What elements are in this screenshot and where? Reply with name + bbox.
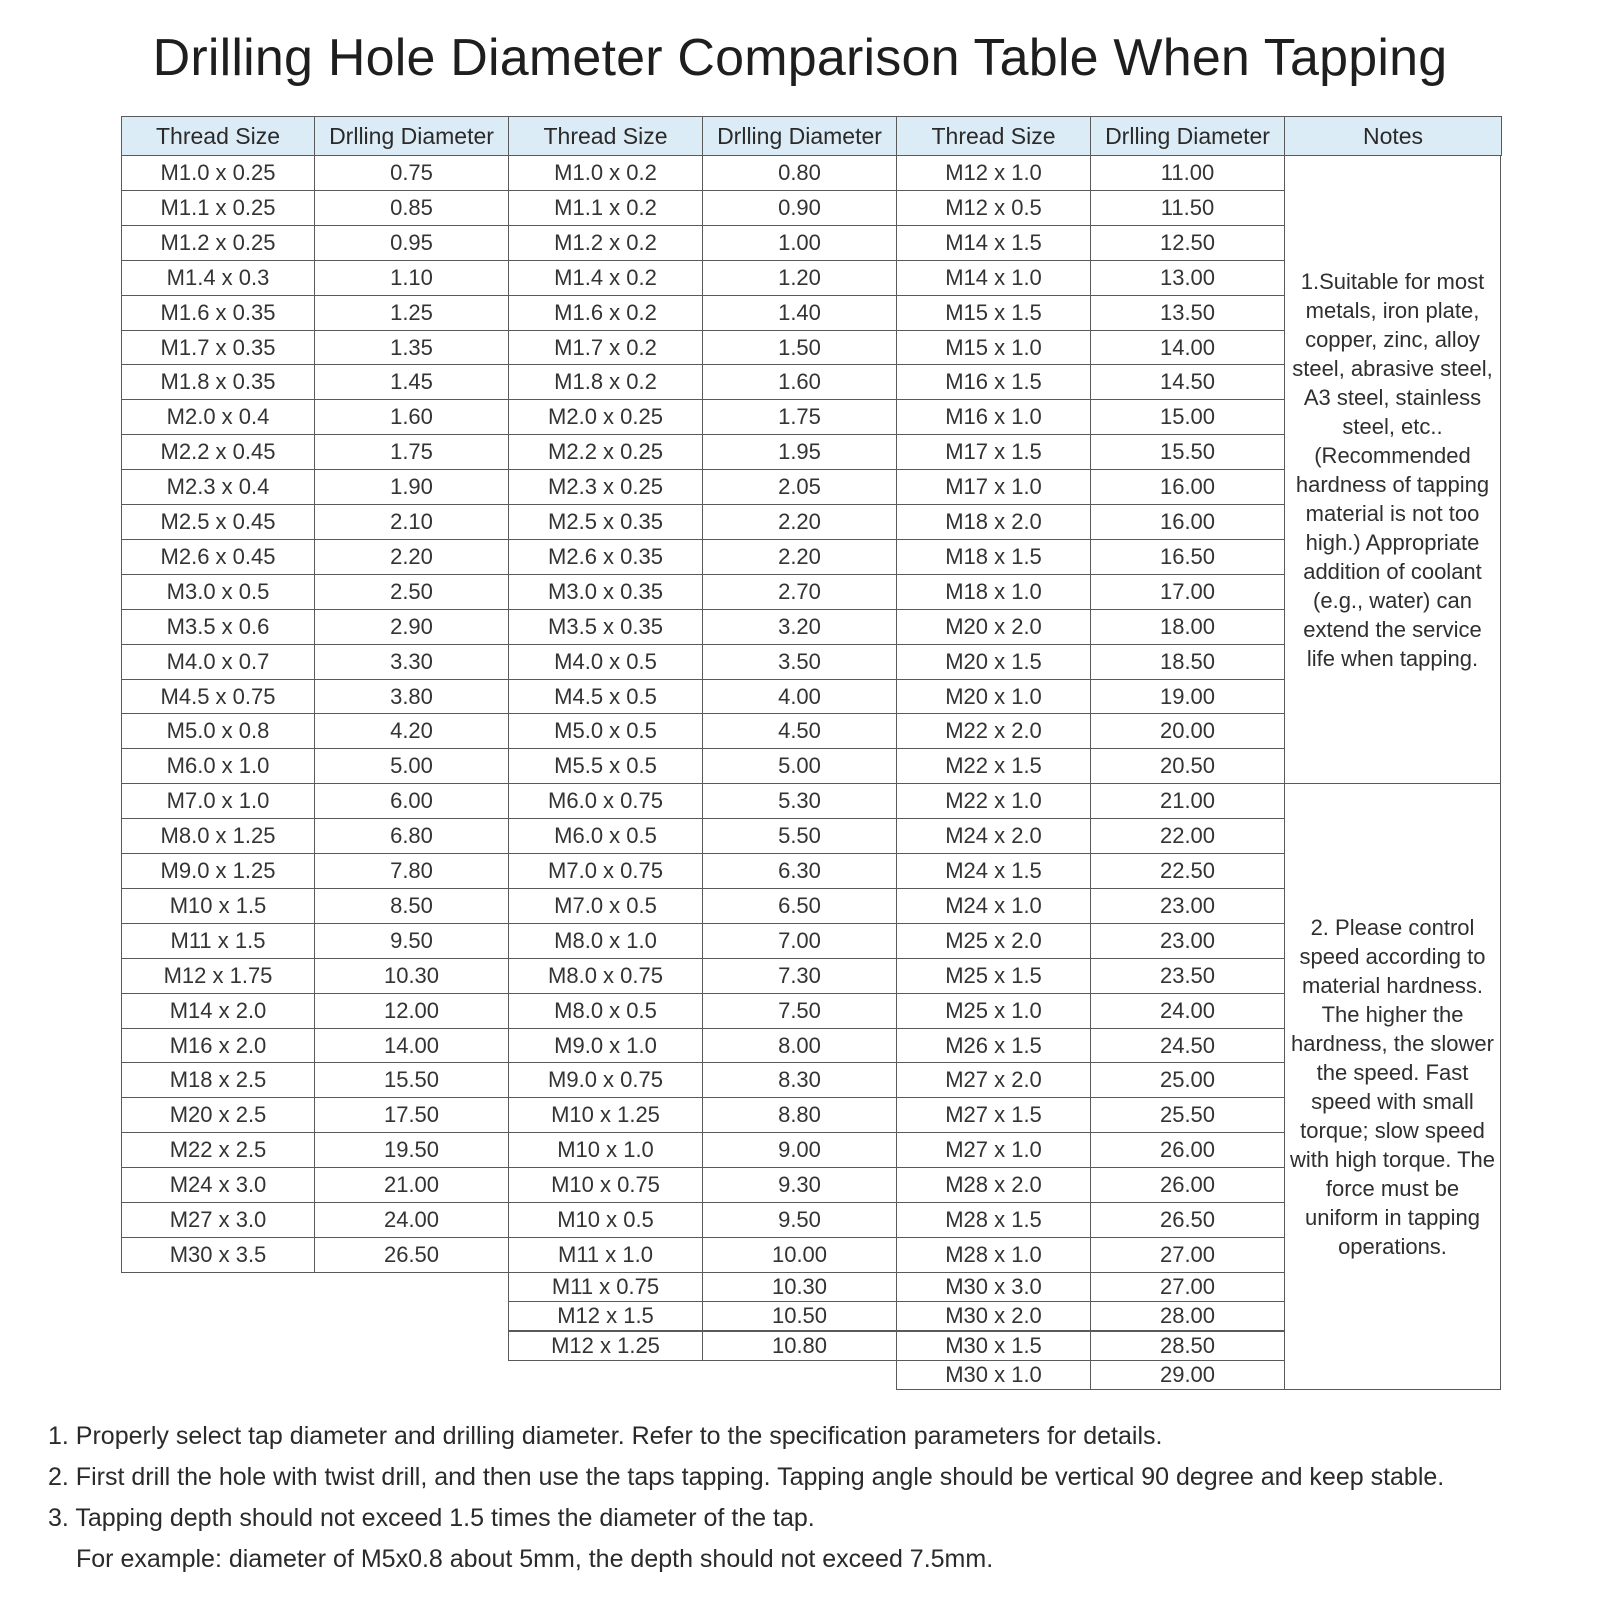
- thread-size-cell: M11 x 1.5: [121, 923, 315, 959]
- thread-size-cell: M3.0 x 0.35: [508, 574, 703, 610]
- thread-size-cell: M11 x 0.75: [508, 1272, 703, 1302]
- thread-size-cell: M25 x 1.0: [896, 993, 1091, 1029]
- thread-size-cell: M28 x 1.0: [896, 1237, 1091, 1273]
- column-header: Thread Size: [508, 116, 703, 156]
- drill-diameter-cell: 7.50: [702, 993, 897, 1029]
- drill-diameter-cell: 23.00: [1090, 888, 1285, 924]
- thread-size-cell: M2.0 x 0.4: [121, 399, 315, 435]
- drill-diameter-cell: 10.30: [702, 1272, 897, 1302]
- drill-diameter-cell: 1.00: [702, 225, 897, 261]
- column-header: Drlling Diameter: [314, 116, 509, 156]
- note-2: 2. Please control speed according to material hardness. The higher the hardness, the slower the speed. Fast speed with small torque; slow speed with high torque. The force must be uniform in tapping operations.: [1284, 783, 1501, 1390]
- thread-size-cell: M1.2 x 0.25: [121, 225, 315, 261]
- thread-size-cell: M20 x 2.5: [121, 1097, 315, 1133]
- drill-diameter-cell: 14.00: [1090, 330, 1285, 366]
- drill-diameter-cell: 9.30: [702, 1167, 897, 1203]
- thread-size-cell: M20 x 1.0: [896, 679, 1091, 715]
- drill-diameter-cell: 4.50: [702, 713, 897, 749]
- instruction-example: For example: diameter of M5x0.8 about 5mm, the depth should not exceed 7.5mm.: [76, 1545, 994, 1573]
- drill-diameter-cell: 10.80: [702, 1331, 897, 1361]
- drill-diameter-cell: 1.20: [702, 260, 897, 296]
- drill-diameter-cell: 1.60: [702, 364, 897, 400]
- drill-diameter-cell: 4.00: [702, 679, 897, 715]
- drill-diameter-cell: 23.50: [1090, 958, 1285, 994]
- drill-diameter-cell: 11.50: [1090, 190, 1285, 226]
- thread-size-cell: M1.7 x 0.2: [508, 330, 703, 366]
- thread-size-cell: M2.3 x 0.4: [121, 469, 315, 505]
- thread-size-cell: M8.0 x 0.5: [508, 993, 703, 1029]
- thread-size-cell: M22 x 2.5: [121, 1132, 315, 1168]
- column-header: Notes: [1284, 116, 1502, 156]
- drill-diameter-cell: 6.00: [314, 783, 509, 819]
- drill-diameter-cell: 29.00: [1090, 1360, 1285, 1390]
- thread-size-cell: M22 x 1.0: [896, 783, 1091, 819]
- thread-size-cell: M2.6 x 0.45: [121, 539, 315, 575]
- thread-size-cell: M2.6 x 0.35: [508, 539, 703, 575]
- thread-size-cell: M2.0 x 0.25: [508, 399, 703, 435]
- thread-size-cell: M2.3 x 0.25: [508, 469, 703, 505]
- thread-size-cell: M7.0 x 0.5: [508, 888, 703, 924]
- thread-size-cell: M22 x 2.0: [896, 713, 1091, 749]
- drill-diameter-cell: 2.10: [314, 504, 509, 540]
- thread-size-cell: M1.6 x 0.35: [121, 295, 315, 331]
- drill-diameter-cell: 5.30: [702, 783, 897, 819]
- thread-size-cell: M20 x 1.5: [896, 644, 1091, 680]
- thread-size-cell: M26 x 1.5: [896, 1028, 1091, 1064]
- drill-diameter-cell: 25.50: [1090, 1097, 1285, 1133]
- thread-size-cell: M9.0 x 1.25: [121, 853, 315, 889]
- thread-size-cell: M8.0 x 1.25: [121, 818, 315, 854]
- drill-diameter-cell: 10.30: [314, 958, 509, 994]
- thread-size-cell: M3.0 x 0.5: [121, 574, 315, 610]
- thread-size-cell: M14 x 2.0: [121, 993, 315, 1029]
- drill-diameter-cell: 7.30: [702, 958, 897, 994]
- thread-size-cell: M14 x 1.0: [896, 260, 1091, 296]
- thread-size-cell: M1.0 x 0.25: [121, 155, 315, 191]
- drill-diameter-cell: 6.80: [314, 818, 509, 854]
- thread-size-cell: M24 x 1.0: [896, 888, 1091, 924]
- drill-diameter-cell: 16.50: [1090, 539, 1285, 575]
- thread-size-cell: M2.5 x 0.45: [121, 504, 315, 540]
- thread-size-cell: M1.0 x 0.2: [508, 155, 703, 191]
- footer-instructions: [48, 1416, 1444, 1580]
- drill-diameter-cell: 22.50: [1090, 853, 1285, 889]
- drill-diameter-cell: 13.50: [1090, 295, 1285, 331]
- drill-diameter-cell: 1.75: [702, 399, 897, 435]
- drill-diameter-cell: 7.00: [702, 923, 897, 959]
- thread-size-cell: M12 x 0.5: [896, 190, 1091, 226]
- drill-diameter-cell: 19.00: [1090, 679, 1285, 715]
- thread-size-cell: M4.0 x 0.5: [508, 644, 703, 680]
- thread-size-cell: M27 x 2.0: [896, 1062, 1091, 1098]
- thread-size-cell: M5.5 x 0.5: [508, 748, 703, 784]
- thread-size-cell: M18 x 2.5: [121, 1062, 315, 1098]
- instruction-3: 3. Tapping depth should not exceed 1.5 times the diameter of the tap.: [48, 1504, 815, 1532]
- thread-size-cell: M4.5 x 0.5: [508, 679, 703, 715]
- thread-size-cell: M30 x 3.0: [896, 1272, 1091, 1302]
- drill-diameter-cell: 16.00: [1090, 504, 1285, 540]
- thread-size-cell: M2.2 x 0.25: [508, 434, 703, 470]
- thread-size-cell: M5.0 x 0.5: [508, 713, 703, 749]
- drill-diameter-cell: 1.50: [702, 330, 897, 366]
- drill-diameter-cell: 17.00: [1090, 574, 1285, 610]
- thread-size-cell: M16 x 1.5: [896, 364, 1091, 400]
- thread-size-cell: M18 x 1.5: [896, 539, 1091, 575]
- drill-diameter-cell: 8.30: [702, 1062, 897, 1098]
- thread-size-cell: M30 x 1.0: [896, 1360, 1091, 1390]
- drill-diameter-cell: 0.80: [702, 155, 897, 191]
- drill-diameter-cell: 10.50: [702, 1301, 897, 1331]
- thread-size-cell: M7.0 x 1.0: [121, 783, 315, 819]
- drill-diameter-cell: 19.50: [314, 1132, 509, 1168]
- drill-diameter-cell: 23.00: [1090, 923, 1285, 959]
- thread-size-cell: M7.0 x 0.75: [508, 853, 703, 889]
- drill-diameter-cell: 24.50: [1090, 1028, 1285, 1064]
- thread-size-cell: M30 x 1.5: [896, 1331, 1091, 1361]
- drill-diameter-cell: 12.00: [314, 993, 509, 1029]
- drill-diameter-cell: 9.00: [702, 1132, 897, 1168]
- note-1: 1.Suitable for most metals, iron plate, copper, zinc, alloy steel, abrasive steel, A3 steel, stainless steel, etc..(Recommended hardness of tapping material is not too high.) Appropriate addition of coolant (e.g., water) can extend the service life when tapping.: [1284, 155, 1501, 784]
- thread-size-cell: M27 x 1.0: [896, 1132, 1091, 1168]
- drill-diameter-cell: 4.20: [314, 713, 509, 749]
- thread-size-cell: M28 x 2.0: [896, 1167, 1091, 1203]
- column-header: Drlling Diameter: [1090, 116, 1285, 156]
- thread-size-cell: M10 x 1.5: [121, 888, 315, 924]
- thread-size-cell: M6.0 x 0.75: [508, 783, 703, 819]
- drill-diameter-cell: 11.00: [1090, 155, 1285, 191]
- thread-size-cell: M16 x 2.0: [121, 1028, 315, 1064]
- drill-diameter-cell: 2.50: [314, 574, 509, 610]
- drill-diameter-cell: 22.00: [1090, 818, 1285, 854]
- thread-size-cell: M6.0 x 1.0: [121, 748, 315, 784]
- drill-diameter-cell: 2.20: [702, 504, 897, 540]
- drill-diameter-cell: 8.00: [702, 1028, 897, 1064]
- drill-diameter-cell: 26.50: [314, 1237, 509, 1273]
- thread-size-cell: M18 x 2.0: [896, 504, 1091, 540]
- drill-diameter-cell: 1.10: [314, 260, 509, 296]
- thread-size-cell: M12 x 1.75: [121, 958, 315, 994]
- drill-diameter-cell: 6.30: [702, 853, 897, 889]
- drill-diameter-cell: 0.85: [314, 190, 509, 226]
- drill-diameter-cell: 9.50: [314, 923, 509, 959]
- thread-size-cell: M8.0 x 1.0: [508, 923, 703, 959]
- drill-diameter-cell: 26.50: [1090, 1202, 1285, 1238]
- drill-diameter-cell: 3.30: [314, 644, 509, 680]
- drill-diameter-cell: 18.50: [1090, 644, 1285, 680]
- thread-size-cell: M2.5 x 0.35: [508, 504, 703, 540]
- drill-diameter-cell: 5.00: [314, 748, 509, 784]
- column-header: Drlling Diameter: [702, 116, 897, 156]
- thread-size-cell: M5.0 x 0.8: [121, 713, 315, 749]
- column-header: Thread Size: [896, 116, 1091, 156]
- thread-size-cell: M11 x 1.0: [508, 1237, 703, 1273]
- drill-diameter-cell: 1.35: [314, 330, 509, 366]
- thread-size-cell: M2.2 x 0.45: [121, 434, 315, 470]
- drill-diameter-cell: 21.00: [314, 1167, 509, 1203]
- thread-size-cell: M3.5 x 0.35: [508, 609, 703, 645]
- drill-diameter-cell: 14.50: [1090, 364, 1285, 400]
- thread-size-cell: M28 x 1.5: [896, 1202, 1091, 1238]
- thread-size-cell: M24 x 3.0: [121, 1167, 315, 1203]
- drill-diameter-cell: 1.90: [314, 469, 509, 505]
- thread-size-cell: M4.5 x 0.75: [121, 679, 315, 715]
- thread-size-cell: M9.0 x 0.75: [508, 1062, 703, 1098]
- drill-diameter-cell: 2.20: [702, 539, 897, 575]
- thread-size-cell: M10 x 0.5: [508, 1202, 703, 1238]
- drill-diameter-cell: 15.50: [1090, 434, 1285, 470]
- drill-diameter-cell: 6.50: [702, 888, 897, 924]
- drill-diameter-cell: 1.25: [314, 295, 509, 331]
- drill-diameter-cell: 0.75: [314, 155, 509, 191]
- drill-diameter-cell: 12.50: [1090, 225, 1285, 261]
- drill-diameter-cell: 28.50: [1090, 1331, 1285, 1361]
- thread-size-cell: M1.4 x 0.3: [121, 260, 315, 296]
- thread-size-cell: M22 x 1.5: [896, 748, 1091, 784]
- thread-size-cell: M6.0 x 0.5: [508, 818, 703, 854]
- thread-size-cell: M30 x 2.0: [896, 1301, 1091, 1331]
- thread-size-cell: M25 x 1.5: [896, 958, 1091, 994]
- thread-size-cell: M10 x 1.25: [508, 1097, 703, 1133]
- drill-diameter-cell: 10.00: [702, 1237, 897, 1273]
- drill-diameter-cell: 2.70: [702, 574, 897, 610]
- thread-size-cell: M17 x 1.0: [896, 469, 1091, 505]
- thread-size-cell: M8.0 x 0.75: [508, 958, 703, 994]
- thread-size-cell: M18 x 1.0: [896, 574, 1091, 610]
- thread-size-cell: M12 x 1.25: [508, 1331, 703, 1361]
- drill-diameter-cell: 20.00: [1090, 713, 1285, 749]
- thread-size-cell: M1.1 x 0.25: [121, 190, 315, 226]
- thread-size-cell: M15 x 1.5: [896, 295, 1091, 331]
- drill-diameter-cell: 15.00: [1090, 399, 1285, 435]
- drill-diameter-cell: 24.00: [314, 1202, 509, 1238]
- column-header: Thread Size: [121, 116, 315, 156]
- thread-size-cell: M1.7 x 0.35: [121, 330, 315, 366]
- drill-diameter-cell: 1.95: [702, 434, 897, 470]
- drill-diameter-cell: 17.50: [314, 1097, 509, 1133]
- drill-diameter-cell: 0.95: [314, 225, 509, 261]
- thread-size-cell: M27 x 1.5: [896, 1097, 1091, 1133]
- thread-size-cell: M1.2 x 0.2: [508, 225, 703, 261]
- drill-diameter-cell: 21.00: [1090, 783, 1285, 819]
- drill-diameter-cell: 3.80: [314, 679, 509, 715]
- drill-diameter-cell: 7.80: [314, 853, 509, 889]
- drill-diameter-cell: 1.45: [314, 364, 509, 400]
- thread-size-cell: M12 x 1.0: [896, 155, 1091, 191]
- thread-size-cell: M15 x 1.0: [896, 330, 1091, 366]
- thread-size-cell: M16 x 1.0: [896, 399, 1091, 435]
- drill-diameter-cell: 8.50: [314, 888, 509, 924]
- page-title: Drilling Hole Diameter Comparison Table When Tapping: [152, 29, 1448, 87]
- thread-size-cell: M30 x 3.5: [121, 1237, 315, 1273]
- instruction-1: 1. Properly select tap diameter and drilling diameter. Refer to the specification parameters for details.: [48, 1422, 1163, 1450]
- drill-diameter-cell: 28.00: [1090, 1301, 1285, 1331]
- thread-size-cell: M1.8 x 0.2: [508, 364, 703, 400]
- drill-diameter-cell: 0.90: [702, 190, 897, 226]
- thread-size-cell: M20 x 2.0: [896, 609, 1091, 645]
- drill-diameter-cell: 24.00: [1090, 993, 1285, 1029]
- drill-diameter-cell: 27.00: [1090, 1272, 1285, 1302]
- drill-diameter-cell: 9.50: [702, 1202, 897, 1238]
- drill-diameter-cell: 16.00: [1090, 469, 1285, 505]
- thread-size-cell: M27 x 3.0: [121, 1202, 315, 1238]
- thread-size-cell: M10 x 1.0: [508, 1132, 703, 1168]
- thread-size-cell: M1.4 x 0.2: [508, 260, 703, 296]
- thread-size-cell: M3.5 x 0.6: [121, 609, 315, 645]
- drill-diameter-cell: 3.20: [702, 609, 897, 645]
- thread-size-cell: M9.0 x 1.0: [508, 1028, 703, 1064]
- thread-size-cell: M10 x 0.75: [508, 1167, 703, 1203]
- thread-size-cell: M24 x 2.0: [896, 818, 1091, 854]
- drill-diameter-cell: 25.00: [1090, 1062, 1285, 1098]
- drill-diameter-cell: 2.20: [314, 539, 509, 575]
- thread-size-cell: M25 x 2.0: [896, 923, 1091, 959]
- drill-diameter-cell: 13.00: [1090, 260, 1285, 296]
- thread-size-cell: M12 x 1.5: [508, 1301, 703, 1331]
- thread-size-cell: M1.8 x 0.35: [121, 364, 315, 400]
- thread-size-cell: M4.0 x 0.7: [121, 644, 315, 680]
- drill-diameter-cell: 2.90: [314, 609, 509, 645]
- drill-diameter-cell: 27.00: [1090, 1237, 1285, 1273]
- drill-diameter-cell: 15.50: [314, 1062, 509, 1098]
- drill-diameter-cell: 1.40: [702, 295, 897, 331]
- drill-diameter-cell: 2.05: [702, 469, 897, 505]
- thread-size-cell: M24 x 1.5: [896, 853, 1091, 889]
- thread-size-cell: M1.1 x 0.2: [508, 190, 703, 226]
- thread-size-cell: M1.6 x 0.2: [508, 295, 703, 331]
- drill-diameter-cell: 1.75: [314, 434, 509, 470]
- drill-diameter-cell: 14.00: [314, 1028, 509, 1064]
- drill-diameter-cell: 5.50: [702, 818, 897, 854]
- drill-diameter-cell: 20.50: [1090, 748, 1285, 784]
- drill-diameter-cell: 18.00: [1090, 609, 1285, 645]
- drill-diameter-cell: 5.00: [702, 748, 897, 784]
- thread-size-cell: M14 x 1.5: [896, 225, 1091, 261]
- drill-diameter-cell: 8.80: [702, 1097, 897, 1133]
- instruction-2: 2. First drill the hole with twist drill, and then use the taps tapping. Tapping angle should be vertical 90 degree and keep stable.: [48, 1463, 1445, 1491]
- drill-diameter-cell: 3.50: [702, 644, 897, 680]
- thread-size-cell: M17 x 1.5: [896, 434, 1091, 470]
- drill-diameter-cell: 1.60: [314, 399, 509, 435]
- drill-diameter-cell: 26.00: [1090, 1167, 1285, 1203]
- drill-diameter-cell: 26.00: [1090, 1132, 1285, 1168]
